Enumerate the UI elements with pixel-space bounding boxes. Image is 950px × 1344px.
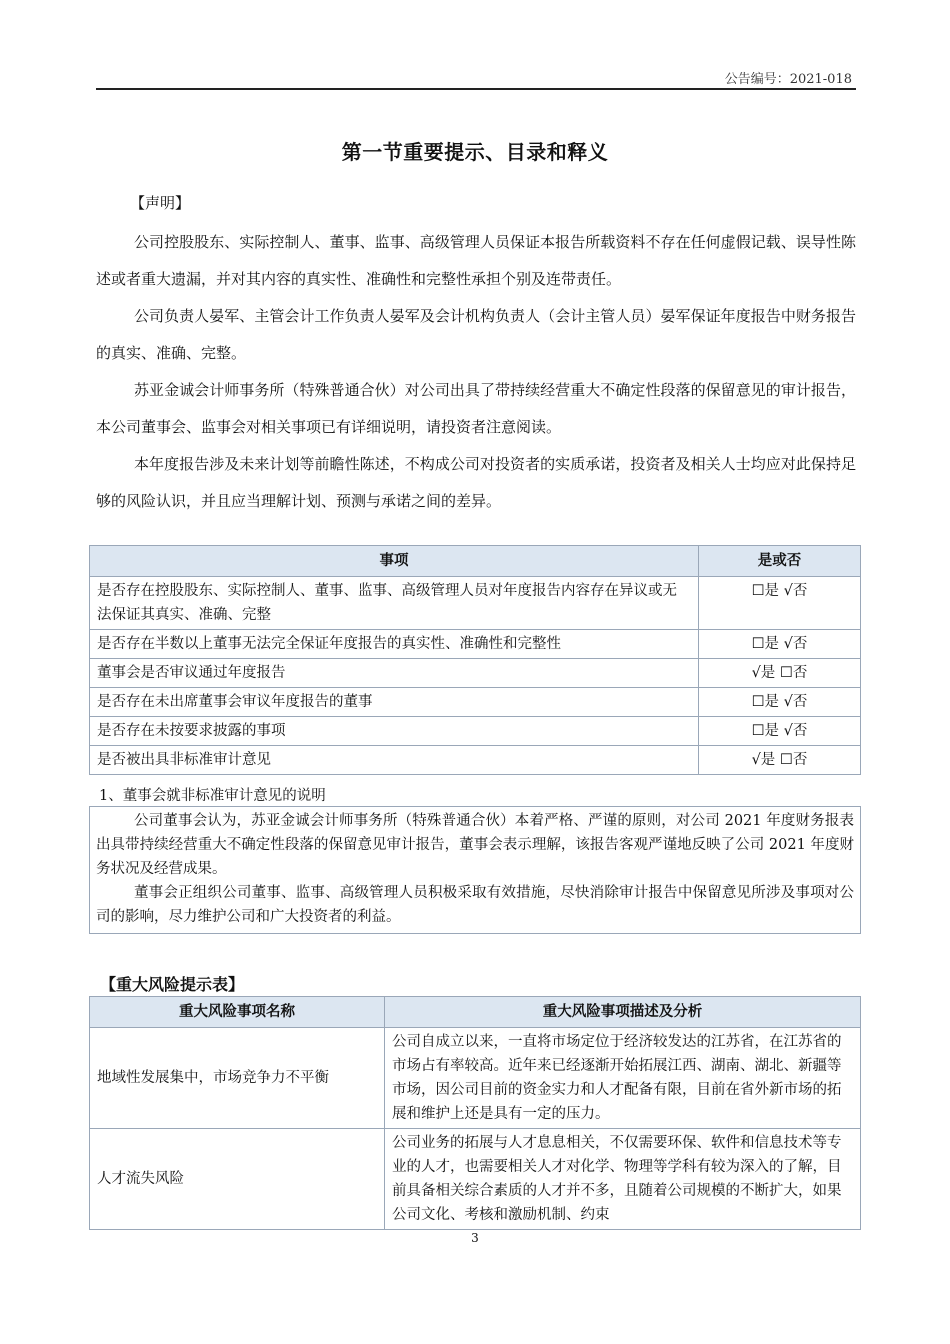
board-explanation-paragraph-1: 公司董事会认为，苏亚金诚会计师事务所（特殊普通合伙）本着严格、严谨的原则，对公司 2021 年度财务报表出具带持续经营重大不确定性段落的保留意见审计报告，董事会表示理解，该报告客观严谨地反映了公司 2021 年度财务状况及经营成果。 (96, 813, 854, 877)
check-answer: √是 ☐否 (699, 746, 861, 775)
check-item: 是否存在半数以上董事无法完全保证年度报告的真实性、准确性和完整性 (90, 630, 699, 659)
check-answer: ☐是 √否 (699, 630, 861, 659)
risk-table-header-name: 重大风险事项名称 (90, 997, 385, 1028)
check-answer: ☐是 √否 (699, 717, 861, 746)
declaration-paragraph-4: 本年度报告涉及未来计划等前瞻性陈述，不构成公司对投资者的实质承诺，投资者及相关人士均应对此保持足够的风险认识，并且应当理解计划、预测与承诺之间的差异。 (96, 455, 856, 510)
section-title: 第一节重要提示、目录和释义 (341, 140, 609, 164)
check-table (89, 545, 861, 775)
table-row (90, 1129, 861, 1230)
table-row (90, 1028, 861, 1129)
table-row (90, 688, 861, 717)
table-row (90, 659, 861, 688)
check-item: 是否存在未出席董事会审议年度报告的董事 (90, 688, 699, 717)
risk-description: 公司业务的拓展与人才息息相关，不仅需要环保、软件和信息技术等专业的人才，也需要相关人才对化学、物理等学科有较为深入的了解，目前具备相关综合素质的人才并不多，且随着公司规模的不断扩大，如果公司文化、考核和激励机制、约束 (385, 1129, 861, 1230)
table-row (90, 630, 861, 659)
check-item: 是否被出具非标准审计意见 (90, 746, 699, 775)
risk-table (89, 996, 861, 1230)
table-row (90, 746, 861, 775)
check-answer: ☐是 √否 (699, 688, 861, 717)
page-number: 3 (471, 1231, 479, 1245)
check-item: 是否存在控股股东、实际控制人、董事、监事、高级管理人员对年度报告内容存在异议或无法保证其真实、准确、完整 (90, 577, 699, 630)
check-table-header-answer: 是或否 (699, 546, 861, 577)
risk-description: 公司自成立以来，一直将市场定位于经济较发达的江苏省，在江苏省的市场占有率较高。近年来已经逐渐开始拓展江西、湖南、湖北、新疆等市场，因公司目前的资金实力和人才配备有限，目前在省外新市场的拓展和维护上还是具有一定的压力。 (385, 1028, 861, 1129)
risk-table-header (90, 997, 861, 1028)
declaration-paragraph-1: 公司控股股东、实际控制人、董事、监事、高级管理人员保证本报告所载资料不存在任何虚假记载、误导性陈述或者重大遗漏，并对其内容的真实性、准确性和完整性承担个别及连带责任。 (96, 233, 856, 288)
board-explanation-box (89, 806, 861, 934)
check-table-header-item: 事项 (90, 546, 699, 577)
risk-table-title: 【重大风险提示表】 (100, 975, 245, 994)
declaration-paragraph-3: 苏亚金诚会计师事务所（特殊普通合伙）对公司出具了带持续经营重大不确定性段落的保留意见的审计报告，本公司董事会、监事会对相关事项已有详细说明，请投资者注意阅读。 (96, 381, 856, 436)
page-header (96, 66, 856, 90)
check-answer: ☐是 √否 (699, 577, 861, 630)
board-explanation-paragraph-2: 董事会正组织公司董事、监事、高级管理人员积极采取有效措施，尽快消除审计报告中保留意见所涉及事项对公司的影响，尽力维护公司和广大投资者的利益。 (96, 885, 854, 925)
check-item: 董事会是否审议通过年度报告 (90, 659, 699, 688)
check-table-header (90, 546, 861, 577)
board-explanation-heading: 1、董事会就非标准审计意见的说明 (99, 788, 326, 804)
announcement-code: 公告编号：2021-018 (724, 72, 852, 87)
risk-table-header-desc: 重大风险事项描述及分析 (385, 997, 861, 1028)
table-row (90, 577, 861, 630)
declaration-paragraph-2: 公司负责人晏军、主管会计工作负责人晏军及会计机构负责人（会计主管人员）晏军保证年度报告中财务报告的真实、准确、完整。 (96, 307, 856, 362)
table-row (90, 717, 861, 746)
risk-name: 人才流失风险 (90, 1129, 385, 1230)
risk-name: 地域性发展集中，市场竞争力不平衡 (90, 1028, 385, 1129)
declaration-label: 【声明】 (130, 194, 191, 212)
check-item: 是否存在未按要求披露的事项 (90, 717, 699, 746)
check-answer: √是 ☐否 (699, 659, 861, 688)
